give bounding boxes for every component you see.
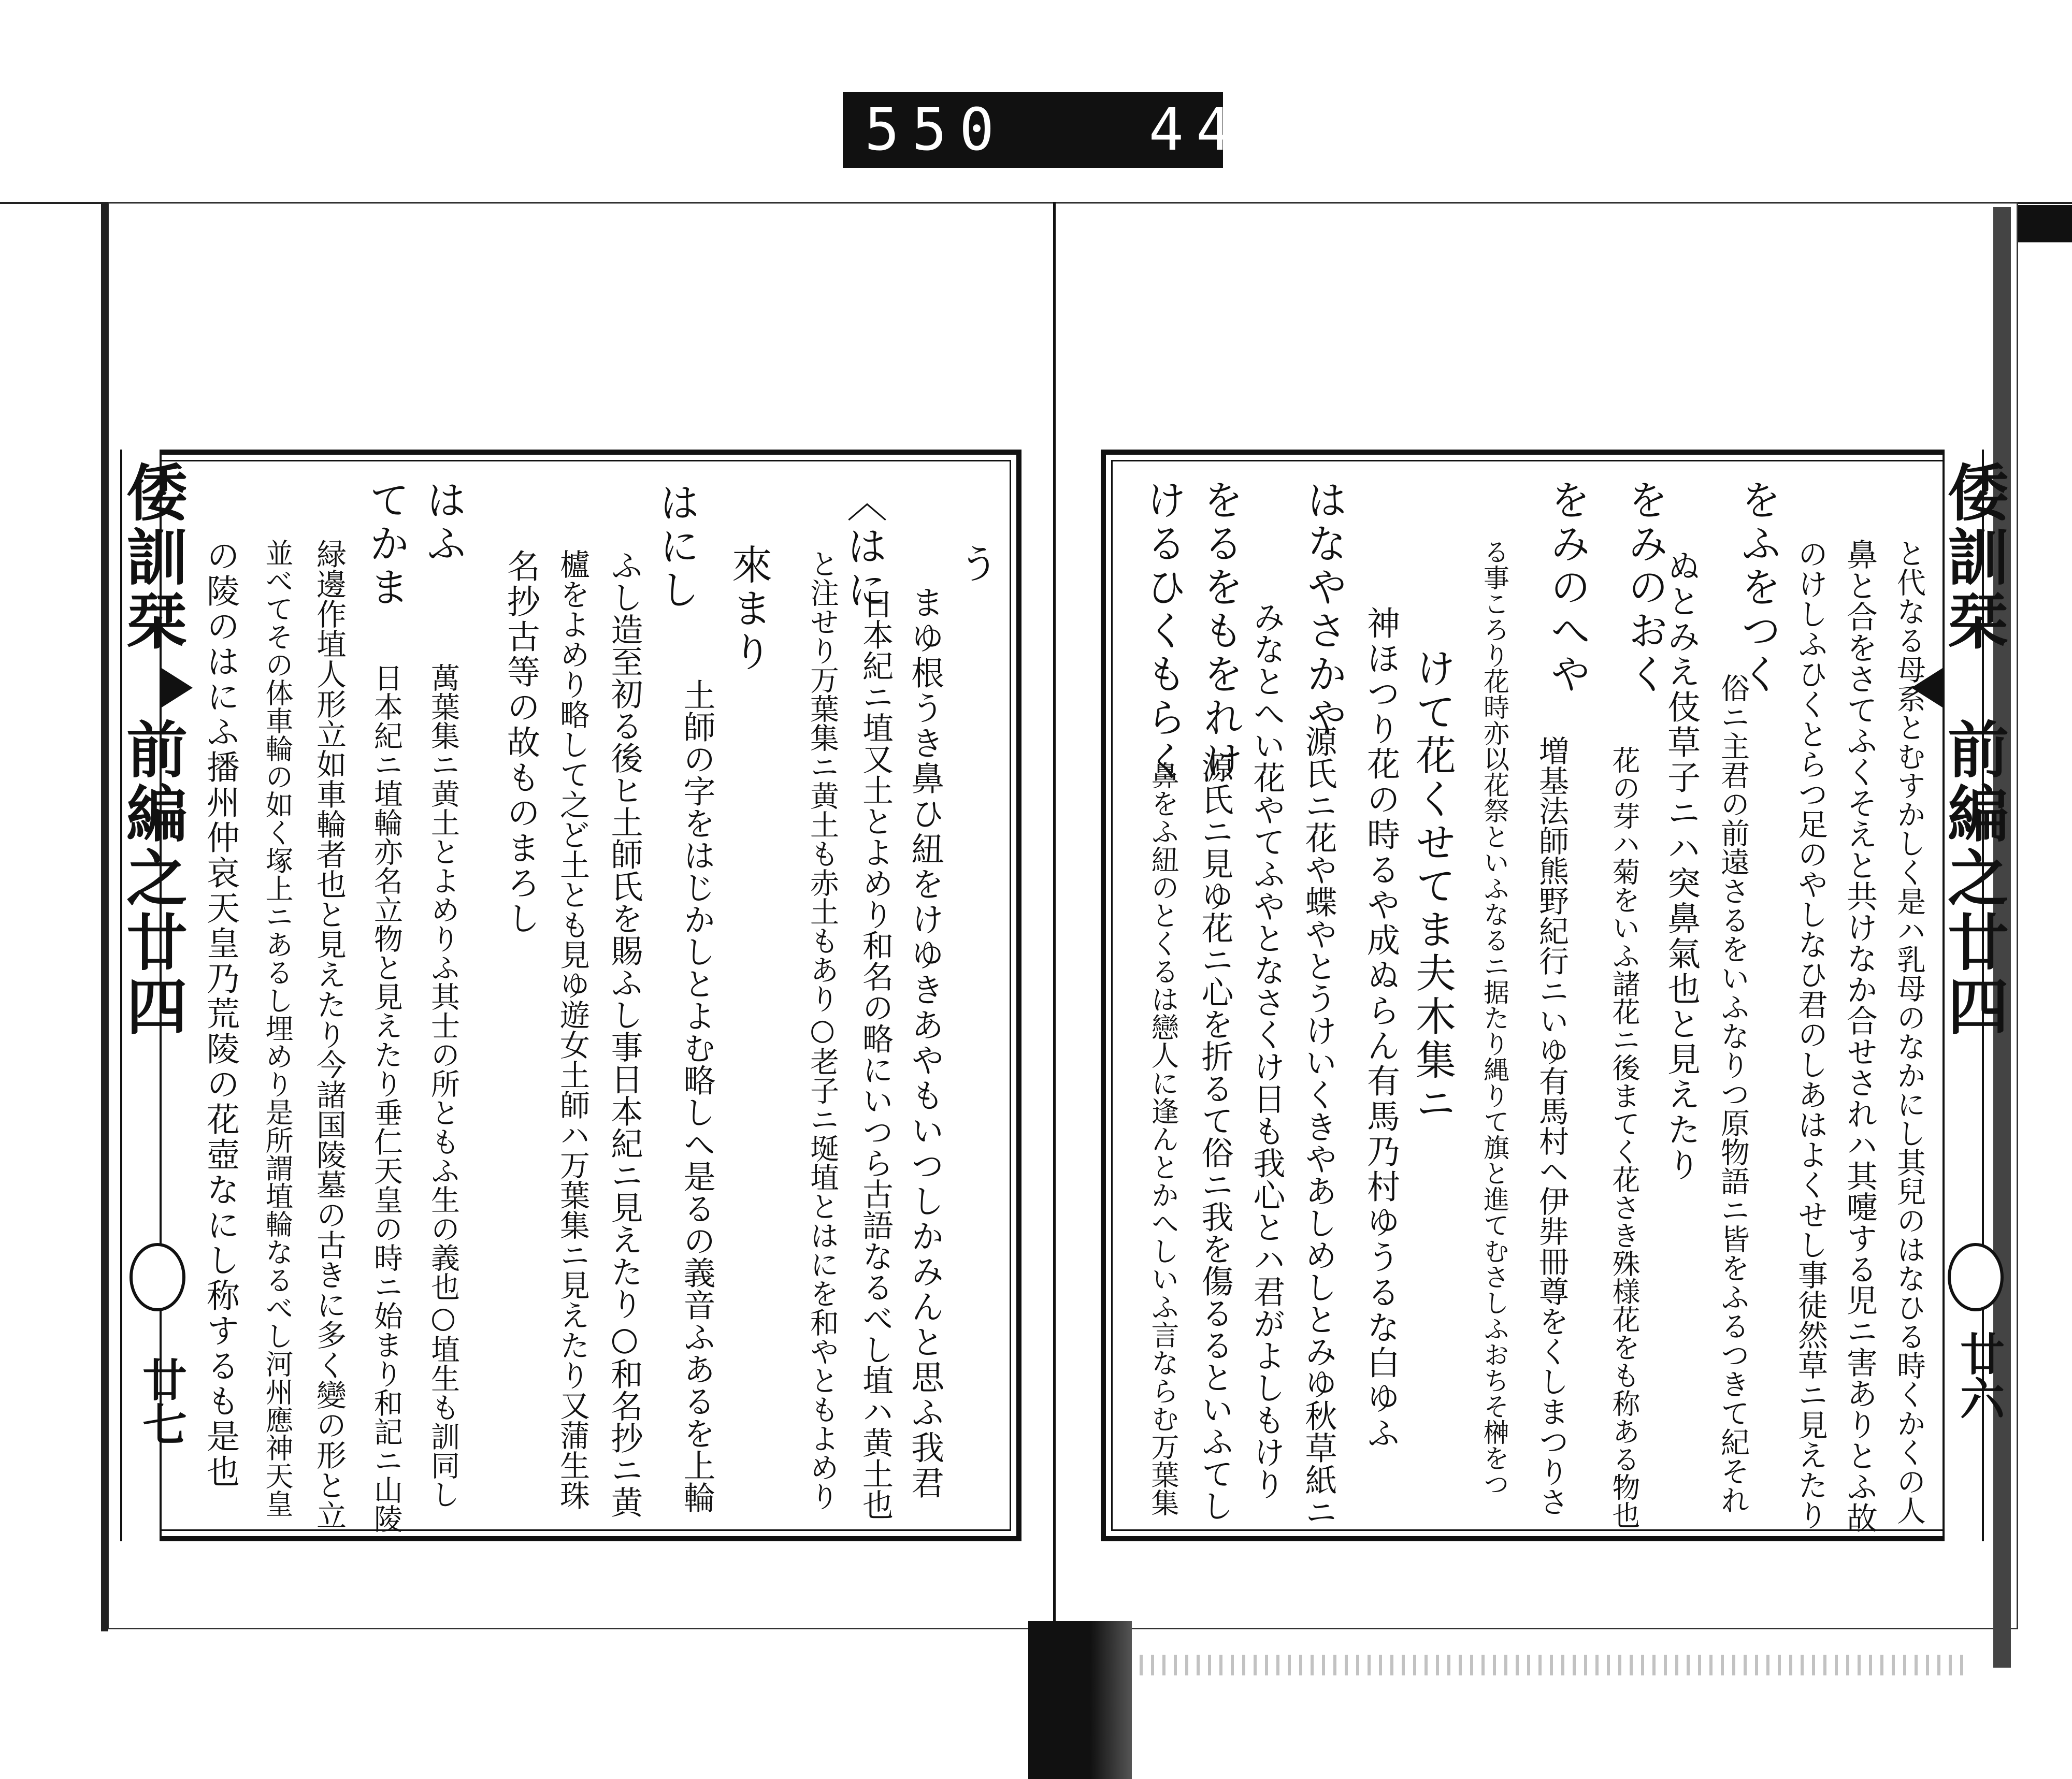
- fishtail-mark-left: [162, 668, 193, 707]
- left-col-3: 〈はに: [840, 482, 887, 612]
- left-running-head: 倭訓栞 前編之廿四: [116, 461, 188, 1039]
- book-edge-shadow: [2009, 205, 2072, 242]
- left-col-15: てかま: [363, 479, 409, 610]
- right-col-5: 俗ニ主君の前遠さるをいふなりつ原物語ニ皆をふるつきて紀それ: [1716, 673, 1750, 1514]
- left-col-12: はふ: [420, 479, 466, 566]
- gutter-line: [1053, 202, 1056, 1631]
- left-col-8: はにし: [653, 482, 699, 612]
- left-col-2: まゆ根うき鼻ひ紐をけゆきあやもいつしかみんと思ふ我君: [905, 585, 944, 1501]
- right-col-10: 増基法師熊野紀行ニいゆ有馬村ヘ伊弉冊尊をくしまつりさ: [1534, 735, 1569, 1516]
- right-running-head: 倭訓栞 前編之廿四: [1937, 461, 2009, 1039]
- left-folio-number: 廿七: [135, 1357, 187, 1446]
- left-col-11: 名抄古等の故ものまろし: [501, 549, 540, 936]
- right-col-17: をるをもをれけ: [1197, 479, 1243, 784]
- right-col-9: をみのへや: [1544, 479, 1590, 697]
- binding-circle-left: [130, 1243, 185, 1311]
- binding-circle-right: [1948, 1243, 2004, 1311]
- left-col-14: 日本紀ニ埴輪亦名立物と見えたり垂仁天皇の時ニ始まり和記ニ山陵: [369, 663, 403, 1533]
- right-col-8: 花の芽ハ菊をいふ諸花ニ後まてく花さき殊様花をも称ある物也: [1608, 746, 1641, 1529]
- right-folio-number: 廿六: [1952, 1331, 2005, 1420]
- left-page-edge: [101, 202, 108, 1631]
- left-col-5: と注せり万葉集ニ黄土も赤土もあり○老子ニ埏埴とはにを和やともよめり: [805, 549, 839, 1511]
- left-col-18: の陵のはにふ播州仲哀天皇乃荒陵の花壺なにし称するも是也: [201, 539, 239, 1489]
- right-col-13: 神ほつり花の時るや成ぬらん有馬乃村ゆうるな白ゆふ: [1361, 606, 1400, 1451]
- right-col-1: と代なる母系とむすかしく是ハ乳母のなかにし其兒のはなひる時くかくの人: [1892, 539, 1926, 1525]
- left-col-10: 櫨をよめり略して之ど土とも見ゆ遊女土師ハ万葉集ニ見えたり又蒲生珠: [555, 549, 590, 1510]
- left-col-16: 緑邊作埴人形立如車輪者也と見えたり今諸国陵墓の古きに多く變の形と立: [311, 539, 347, 1530]
- left-col-17: 並べてその体車輪の如く塚上ニあるし埋めり是所謂埴輪なるべし河州應神天皇: [261, 539, 294, 1517]
- catalog-tag: 550 445.: [843, 92, 1223, 168]
- left-col-4: 日本紀ニ埴又土とよめり和名の略にいつら古語なるべし埴ハ黄土也: [857, 588, 894, 1520]
- left-col-6: 來まり: [725, 544, 772, 674]
- left-col-9: ふし造至初る後ヒ土師氏を賜ふし事日本紀ニ見えたり○和名抄ニ黄: [606, 549, 643, 1518]
- right-col-3: のけしふひくとらつ足のやしなひ君のしあはよくせし事徒然草ニ見えたり: [1793, 539, 1828, 1530]
- right-col-14: はなやさかや: [1300, 479, 1347, 740]
- gutter-shadow: [1028, 1621, 1132, 1779]
- right-col-6: ぬとみえ伎草子ニハ突鼻氣也と見えたり: [1662, 549, 1700, 1183]
- right-col-19: けるひくもらく: [1140, 479, 1186, 784]
- right-col-7: をみのおく: [1621, 479, 1668, 697]
- right-col-12: けて花くせてま夫木集ニ: [1409, 647, 1456, 1126]
- right-col-20: 鼻をふ紐のとくるは戀人に逢んとかへしいふ言ならむ万葉集: [1147, 761, 1179, 1516]
- right-col-16: みなとへい花やてふやとなさくけ日も我心とハ君がよしもけり: [1248, 601, 1286, 1500]
- left-col-13: 萬葉集ニ黄土とよめりふ其士の所ともふ生の義也○埴生も訓同し: [426, 663, 460, 1509]
- left-col-1: う: [952, 543, 999, 586]
- right-col-11: る事ころり花時亦以花祭といふなるニ据たり縄りて旗と進てむさしふおちそ榊をつ: [1479, 539, 1509, 1497]
- page-edge-speckle: [1140, 1655, 1968, 1675]
- right-col-18: 源氏ニ見ゆ花ニ心を折るて俗ニ我を傷るるといふてし: [1196, 751, 1234, 1522]
- right-col-2: 鼻と合をさてふくそえと共けなか合せされハ其嚏する児ニ害ありとふ故: [1841, 539, 1878, 1533]
- right-col-4: をふをつく: [1734, 479, 1781, 697]
- right-col-15: 源氏ニ花や蝶やとうけいくきやあしめしとみゆ秋草紙ニ: [1300, 725, 1337, 1528]
- left-col-7: 土師の字をはじかしとよむ略しへ是るの義音ふあるを上輪: [678, 678, 716, 1513]
